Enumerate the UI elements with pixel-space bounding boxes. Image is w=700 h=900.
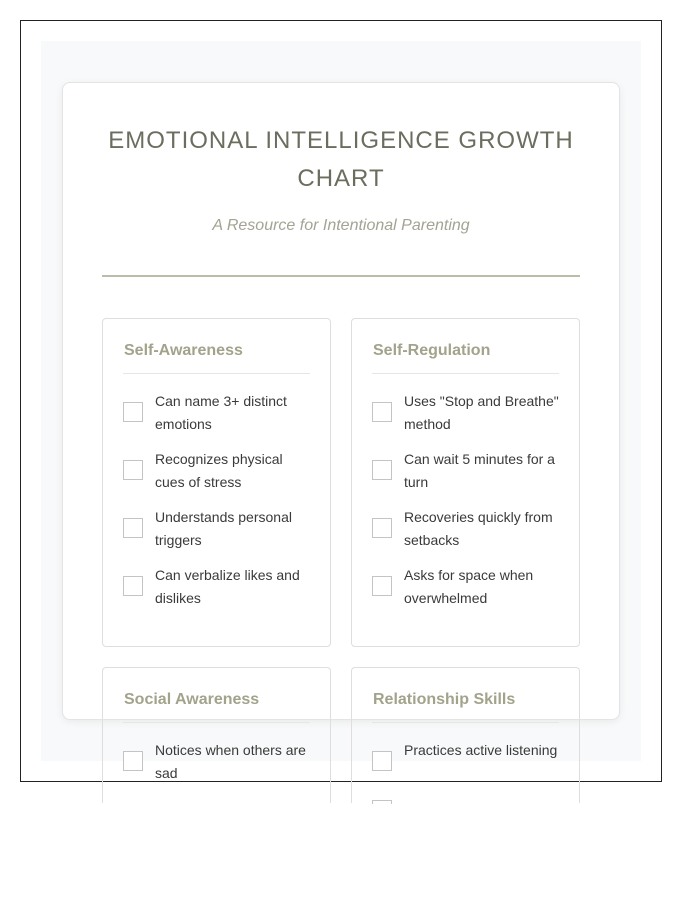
page-title: EMOTIONAL INTELLIGENCE GROWTH CHART [108, 127, 574, 192]
page-subtitle: A Resource for Intentional Parenting [212, 217, 470, 234]
section-heading: Relationship Skills [373, 691, 516, 708]
title-divider [102, 275, 580, 277]
section-relationship-skills [351, 667, 580, 803]
divider [372, 722, 559, 723]
item-label: Understands personal triggers [155, 509, 292, 548]
checkbox[interactable] [372, 402, 392, 422]
checkbox[interactable] [372, 576, 392, 596]
item-label: Asks for space when overwhelmed [404, 567, 534, 606]
checkbox[interactable] [123, 518, 143, 538]
checkbox[interactable] [123, 751, 143, 771]
divider [372, 373, 559, 374]
section-heading: Self-Awareness [124, 342, 243, 359]
item-label: Recoveries quickly from setbacks [404, 509, 553, 548]
checkbox[interactable] [372, 751, 392, 771]
item-label: Can wait 5 minutes for a turn [404, 451, 555, 490]
divider [123, 373, 310, 374]
item-label: Notices when others are sad [155, 742, 306, 781]
section-heading: Social Awareness [124, 691, 260, 708]
item-label: Can name 3+ distinct emotions [155, 393, 287, 432]
divider [123, 722, 310, 723]
section-self-regulation [351, 318, 580, 647]
item-label: Can verbalize likes and dislikes [155, 567, 300, 606]
checkbox[interactable] [123, 460, 143, 480]
item-label: Recognizes physical cues of stress [155, 451, 283, 490]
section-heading: Self-Regulation [373, 342, 491, 359]
section-self-awareness [102, 318, 331, 647]
checkbox[interactable] [123, 402, 143, 422]
section-social-awareness [102, 667, 331, 803]
item-label: Practices active listening [404, 742, 558, 758]
item-label: Uses "Stop and Breathe" method [404, 393, 559, 432]
checkbox[interactable] [372, 460, 392, 480]
checkbox[interactable] [372, 800, 392, 804]
checkbox[interactable] [372, 518, 392, 538]
checkbox[interactable] [123, 576, 143, 596]
